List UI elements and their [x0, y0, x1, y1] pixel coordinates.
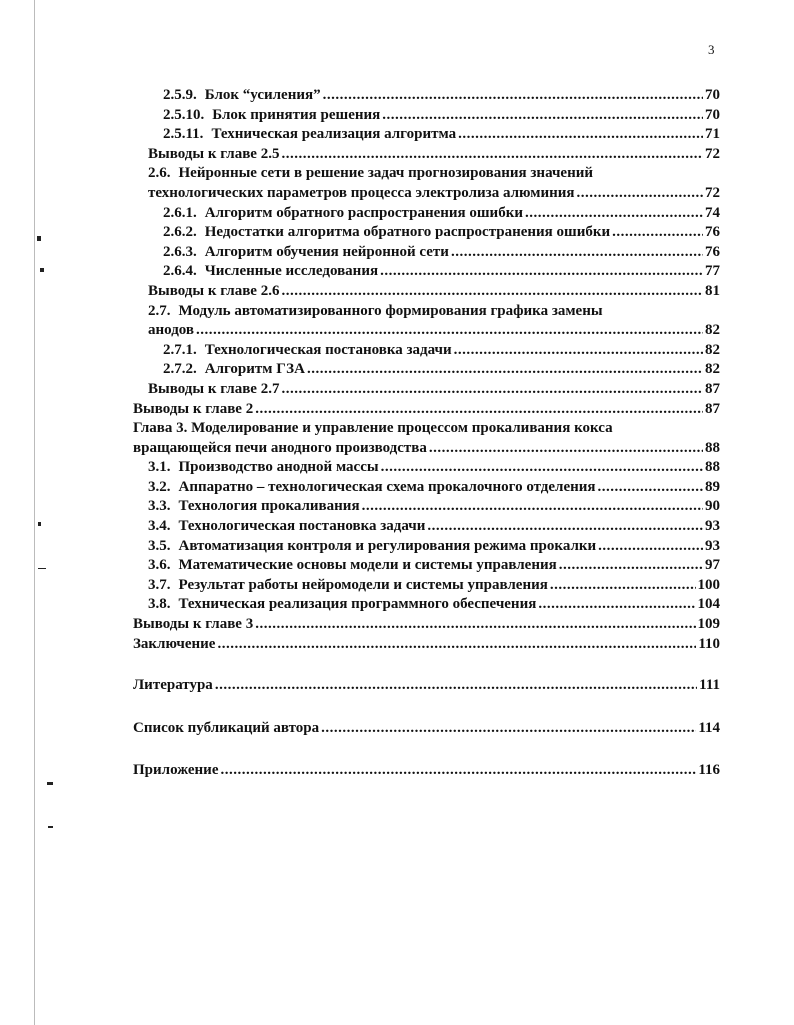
- toc-title: Список публикаций автора: [133, 719, 320, 736]
- toc-number: 2.6.4.: [163, 263, 197, 280]
- toc-entry[interactable]: [163, 341, 720, 361]
- toc-entry[interactable]: [148, 517, 720, 537]
- toc-title: Аппаратно – технологическая схема прокалочного отделения: [178, 478, 596, 495]
- toc-title: Результат работы нейромодели и системы управления: [178, 576, 548, 593]
- toc-leader: [196, 321, 703, 341]
- toc-page: 76: [705, 243, 720, 260]
- toc-page: 87: [705, 400, 720, 417]
- toc-title: Математические основы модели и системы управления: [178, 557, 557, 574]
- toc-title: Техническая реализация алгоритма: [211, 126, 457, 143]
- toc-number: 2.6.: [148, 165, 171, 182]
- toc-page: 100: [697, 576, 720, 593]
- toc-page: 89: [705, 478, 720, 495]
- toc-leader: [362, 497, 703, 517]
- toc-page: 104: [697, 596, 720, 613]
- toc-leader: [321, 719, 696, 739]
- toc-leader: [307, 360, 703, 380]
- toc-number: 3.2.: [148, 478, 171, 495]
- toc-leader: [454, 341, 703, 361]
- toc-number: 3.4.: [148, 518, 171, 535]
- toc-title: Заключение: [133, 635, 216, 652]
- toc-number: 3.1.: [148, 459, 171, 476]
- toc-number: 3.3.: [148, 498, 171, 515]
- toc-title: Блок “усиления”: [204, 87, 321, 103]
- toc-number: 2.5.9.: [163, 87, 197, 103]
- toc-entry[interactable]: [148, 576, 720, 596]
- toc-title: Алгоритм ГЗА: [204, 361, 305, 378]
- toc-entry[interactable]: [148, 537, 720, 557]
- toc-leader: [380, 262, 703, 282]
- toc-entry[interactable]: [163, 262, 720, 282]
- toc-title: Глава 3. Моделирование и управление процессом прокаливания кокса: [133, 420, 613, 437]
- toc-leader: [538, 595, 695, 615]
- toc-entry[interactable]: [0, 164, 794, 203]
- toc-leader: [598, 478, 703, 498]
- toc-number: 3.6.: [148, 557, 171, 574]
- toc-page: 90: [705, 498, 720, 515]
- toc-page: 71: [705, 126, 720, 143]
- toc-entry[interactable]: [163, 204, 720, 224]
- toc-entry[interactable]: [0, 419, 794, 458]
- toc-page: 76: [705, 224, 720, 241]
- scan-mark: [48, 826, 53, 828]
- toc-page: 109: [697, 616, 720, 633]
- toc-leader: [281, 380, 703, 400]
- toc-number: 3.5.: [148, 537, 171, 554]
- toc-title: Алгоритм обратного распространения ошибки: [204, 204, 523, 221]
- toc-leader: [281, 282, 703, 302]
- table-of-contents: [0, 86, 794, 781]
- toc-title: Алгоритм обучения нейронной сети: [204, 243, 449, 260]
- toc-page: 93: [705, 537, 720, 554]
- toc-page: 88: [705, 439, 720, 456]
- toc-leader: [323, 86, 703, 106]
- toc-leader: [525, 204, 703, 224]
- toc-entry[interactable]: [148, 380, 720, 400]
- toc-title: Блок принятия решения: [212, 106, 381, 123]
- toc-leader: [220, 761, 696, 781]
- toc-leader: [550, 576, 696, 596]
- toc-leader: [458, 125, 703, 145]
- toc-title: Выводы к главе 2.6: [148, 282, 280, 299]
- toc-title-continuation: вращающейся печи анодного производства: [133, 439, 427, 456]
- toc-entry[interactable]: [148, 145, 720, 165]
- toc-number: 2.5.10.: [163, 106, 205, 123]
- toc-title: Технологическая постановка задачи: [204, 341, 452, 358]
- toc-page: 87: [705, 380, 720, 397]
- toc-entry[interactable]: [163, 86, 720, 106]
- toc-number: 3.7.: [148, 576, 171, 593]
- toc-title: Выводы к главе 2.7: [148, 380, 280, 397]
- toc-entry[interactable]: [133, 719, 720, 739]
- toc-title-continuation: технологических параметров процесса электролиза алюминия: [148, 184, 575, 201]
- toc-entry[interactable]: [133, 400, 720, 420]
- toc-leader: [612, 223, 703, 243]
- toc-title: Модуль автоматизированного формирования графика замены: [178, 302, 603, 319]
- toc-title: Технология прокаливания: [178, 498, 360, 515]
- toc-leader: [598, 537, 703, 557]
- toc-number: 2.7.: [148, 302, 171, 319]
- toc-number: 2.6.3.: [163, 243, 197, 260]
- toc-page: 111: [699, 677, 720, 694]
- toc-page: 77: [705, 263, 720, 280]
- toc-title: Выводы к главе 3: [133, 616, 254, 633]
- toc-page: 82: [705, 322, 720, 339]
- toc-page: 93: [705, 518, 720, 535]
- toc-title: Производство анодной массы: [178, 459, 379, 476]
- toc-entry[interactable]: [133, 615, 720, 635]
- toc-page: 72: [705, 184, 720, 201]
- toc-entry[interactable]: [163, 223, 720, 243]
- toc-page: 70: [705, 106, 720, 123]
- toc-page: 116: [698, 762, 720, 779]
- toc-title: Автоматизация контроля и регулирования режима прокалки: [178, 537, 597, 554]
- toc-title: Численные исследования: [204, 263, 379, 280]
- toc-leader: [255, 400, 703, 420]
- toc-leader: [429, 439, 703, 459]
- toc-title-continuation: анодов: [148, 322, 195, 339]
- toc-number: 2.5.11.: [163, 126, 204, 143]
- toc-number: 2.6.2.: [163, 224, 197, 241]
- page-number: 3: [708, 42, 715, 57]
- toc-leader: [382, 106, 703, 126]
- toc-entry[interactable]: [148, 556, 720, 576]
- toc-leader: [215, 676, 697, 696]
- toc-entry[interactable]: [133, 635, 720, 655]
- toc-page: 72: [705, 145, 720, 162]
- toc-entry[interactable]: [163, 106, 720, 126]
- toc-number: 2.7.1.: [163, 341, 197, 358]
- toc-entry[interactable]: [148, 282, 720, 302]
- toc-entry[interactable]: [163, 360, 720, 380]
- toc-leader: [427, 517, 703, 537]
- toc-leader: [217, 635, 696, 655]
- toc-entry[interactable]: [133, 676, 720, 696]
- toc-title: Нейронные сети в решение задач прогнозирования значений: [178, 165, 594, 182]
- toc-page: 74: [705, 204, 720, 221]
- toc-entry[interactable]: [148, 458, 720, 478]
- toc-page: 81: [705, 282, 720, 299]
- toc-leader: [255, 615, 695, 635]
- toc-title: Недостатки алгоритма обратного распространения ошибки: [204, 224, 611, 241]
- toc-page: 82: [705, 361, 720, 378]
- toc-number: 2.7.2.: [163, 361, 197, 378]
- toc-page: 88: [705, 459, 720, 476]
- toc-entry[interactable]: [148, 478, 720, 498]
- toc-title: Выводы к главе 2: [133, 400, 254, 417]
- scan-mark: [47, 782, 53, 785]
- toc-leader: [559, 556, 703, 576]
- toc-leader: [281, 145, 703, 165]
- toc-title: Приложение: [133, 762, 219, 779]
- toc-entry[interactable]: [148, 595, 720, 615]
- toc-page: 97: [705, 557, 720, 574]
- toc-entry[interactable]: [163, 243, 720, 263]
- toc-title: Технологическая постановка задачи: [178, 518, 426, 535]
- toc-leader: [577, 184, 703, 204]
- toc-number: 2.6.1.: [163, 204, 197, 221]
- toc-title: Литература: [133, 677, 213, 694]
- toc-page: 70: [705, 87, 720, 103]
- toc-leader: [451, 243, 703, 263]
- toc-entry[interactable]: [148, 497, 720, 517]
- toc-title: Выводы к главе 2.5: [148, 145, 280, 162]
- toc-entry[interactable]: [163, 125, 720, 145]
- toc-entry[interactable]: [133, 761, 720, 781]
- toc-title: Техническая реализация программного обеспечения: [178, 596, 537, 613]
- toc-number: 3.8.: [148, 596, 171, 613]
- toc-page: 82: [705, 341, 720, 358]
- toc-entry[interactable]: [0, 302, 794, 341]
- toc-page: 110: [698, 635, 720, 652]
- toc-leader: [381, 458, 703, 478]
- toc-page: 114: [698, 719, 720, 736]
